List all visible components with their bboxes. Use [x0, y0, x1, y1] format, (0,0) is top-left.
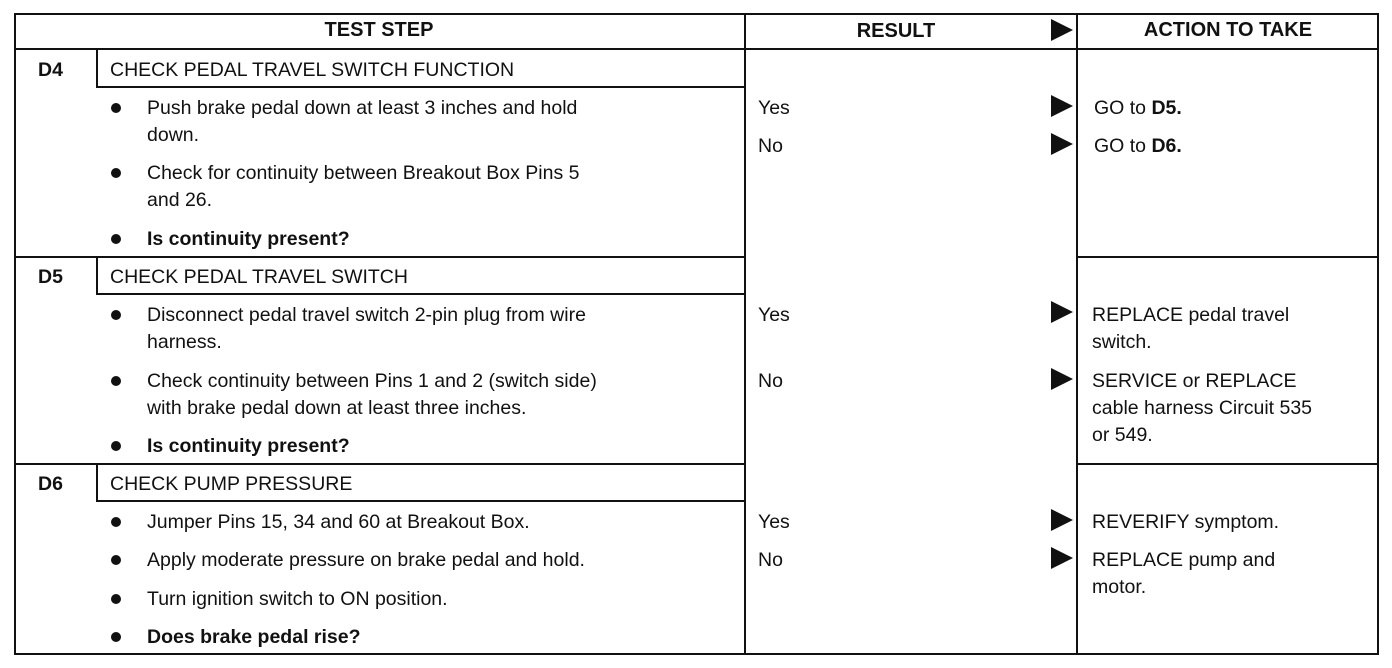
step-instruction: Jumper Pins 15, 34 and 60 at Breakout Box.: [147, 511, 530, 533]
result-arrow-icon: [1051, 368, 1073, 390]
action-text: switch.: [1092, 331, 1152, 353]
step-instruction: Push brake pedal down at least 3 inches and hold: [147, 97, 578, 119]
action-step-ref: D5.: [1151, 97, 1182, 119]
step-id-divider: [96, 258, 98, 294]
action-text: REVERIFY symptom.: [1092, 511, 1280, 533]
step-id-divider: [96, 465, 98, 501]
step-id: D6: [38, 473, 63, 495]
column-divider-action: [1076, 13, 1078, 655]
result-no: No: [758, 549, 783, 571]
result-arrow-icon: [1051, 19, 1073, 41]
step-id-divider: [96, 50, 98, 86]
result-arrow-icon: [1051, 301, 1073, 323]
result-no: No: [758, 370, 783, 392]
header-action: ACTION TO TAKE: [1143, 19, 1313, 41]
step-instruction: harness.: [147, 331, 222, 353]
action-text: motor.: [1092, 576, 1147, 598]
action-text: [1094, 133, 1182, 160]
step-question: Does brake pedal rise?: [147, 626, 361, 648]
step-id: D4: [38, 59, 63, 81]
result-yes: Yes: [758, 511, 790, 533]
action-text: or 549.: [1092, 424, 1153, 446]
result-no: No: [758, 135, 783, 157]
bullet-icon: [111, 103, 121, 113]
bullet-icon: [111, 594, 121, 604]
result-arrow-icon: [1051, 95, 1073, 117]
bullet-icon: [111, 234, 121, 244]
result-arrow-icon: [1051, 133, 1073, 155]
step-title: CHECK PEDAL TRAVEL SWITCH FUNCTION: [110, 59, 515, 81]
header-result: RESULT: [856, 20, 936, 42]
bullet-icon: [111, 168, 121, 178]
header-test-step: TEST STEP: [324, 19, 434, 41]
bullet-icon: [111, 555, 121, 565]
action-text: [1094, 95, 1182, 122]
action-label: GO to: [1094, 135, 1152, 157]
action-text: SERVICE or REPLACE: [1092, 370, 1297, 392]
step-instruction: Turn ignition switch to ON position.: [147, 588, 448, 610]
step-instruction: Apply moderate pressure on brake pedal and hold.: [147, 549, 585, 571]
bullet-icon: [111, 517, 121, 527]
action-text: REPLACE pedal travel: [1092, 304, 1290, 326]
title-underline: [96, 500, 746, 502]
step-instruction: and 26.: [147, 189, 213, 211]
action-step-ref: D6.: [1151, 135, 1182, 157]
step-divider: [1076, 463, 1379, 465]
action-label: GO to: [1094, 97, 1152, 119]
step-divider: [14, 256, 746, 258]
column-divider-result: [744, 13, 746, 655]
bullet-icon: [111, 310, 121, 320]
step-instruction: Check for continuity between Breakout Box Pins 5: [147, 162, 580, 184]
step-question: Is continuity present?: [147, 228, 350, 250]
step-divider: [14, 463, 746, 465]
step-title: CHECK PUMP PRESSURE: [110, 473, 353, 495]
step-id: D5: [38, 266, 63, 288]
result-yes: Yes: [758, 97, 790, 119]
step-instruction: down.: [147, 124, 200, 146]
title-underline: [96, 86, 746, 88]
title-underline: [96, 293, 746, 295]
step-title: CHECK PEDAL TRAVEL SWITCH: [110, 266, 408, 288]
step-instruction: Check continuity between Pins 1 and 2 (switch side): [147, 370, 597, 392]
bullet-icon: [111, 632, 121, 642]
result-yes: Yes: [758, 304, 790, 326]
step-instruction: with brake pedal down at least three inches.: [147, 397, 527, 419]
result-arrow-icon: [1051, 509, 1073, 531]
result-arrow-icon: [1051, 547, 1073, 569]
bullet-icon: [111, 376, 121, 386]
action-text: cable harness Circuit 535: [1092, 397, 1313, 419]
step-question: Is continuity present?: [147, 435, 350, 457]
bullet-icon: [111, 441, 121, 451]
step-instruction: Disconnect pedal travel switch 2-pin plug from wire: [147, 304, 586, 326]
step-divider: [1076, 256, 1379, 258]
action-text: REPLACE pump and: [1092, 549, 1276, 571]
header-divider: [14, 48, 1379, 50]
